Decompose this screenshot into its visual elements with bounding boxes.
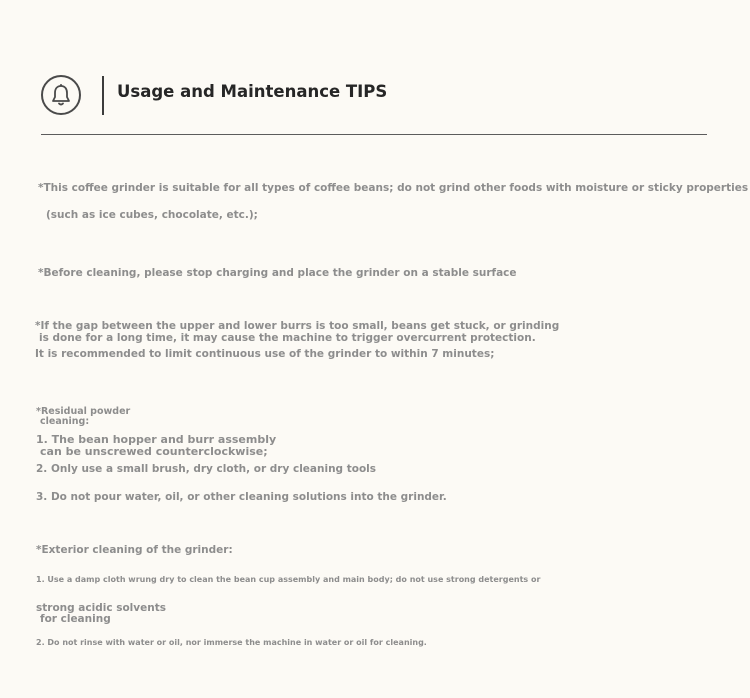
exterior-item1-line1: 1. Use a damp cloth wrung dry to clean the bean cup assembly and main body; do not use strong detergents or (36, 575, 541, 584)
header-divider (102, 76, 104, 115)
residual-item1-line2: can be unscrewed counterclockwise; (40, 445, 268, 458)
exterior-item1-line2: strong acidic solvents (36, 602, 166, 614)
header-rule (41, 134, 707, 135)
overcurrent-note-line2: is done for a long time, it may cause the machine to trigger overcurrent protection. (39, 332, 536, 344)
bell-icon (50, 83, 72, 107)
before-cleaning-note: *Before cleaning, please stop charging and place the grinder on a stable surface (38, 267, 517, 279)
exterior-item2: 2. Do not rinse with water or oil, nor immerse the machine in water or oil for cleaning. (36, 638, 427, 647)
beans-note-line1: *This coffee grinder is suitable for all types of coffee beans; do not grind other foods with moisture or sticky properties (38, 182, 749, 194)
residual-heading-line1: *Residual powder (36, 406, 131, 417)
beans-note-line2: (such as ice cubes, chocolate, etc.); (46, 209, 258, 221)
page-title: Usage and Maintenance TIPS (117, 82, 388, 101)
residual-item1-line1: 1. The bean hopper and burr assembly (36, 433, 277, 446)
overcurrent-note-line1: *If the gap between the upper and lower burrs is too small, beans get stuck, or grinding (35, 320, 560, 332)
residual-item3: 3. Do not pour water, oil, or other cleaning solutions into the grinder. (36, 491, 447, 503)
header-bell-badge (41, 75, 81, 115)
overcurrent-note-line3: It is recommended to limit continuous use of the grinder to within 7 minutes; (35, 348, 495, 360)
exterior-heading: *Exterior cleaning of the grinder: (36, 544, 233, 556)
exterior-item1-line3: for cleaning (40, 613, 111, 625)
residual-heading-line2: cleaning: (40, 416, 90, 427)
residual-item2: 2. Only use a small brush, dry cloth, or dry cleaning tools (36, 463, 377, 475)
